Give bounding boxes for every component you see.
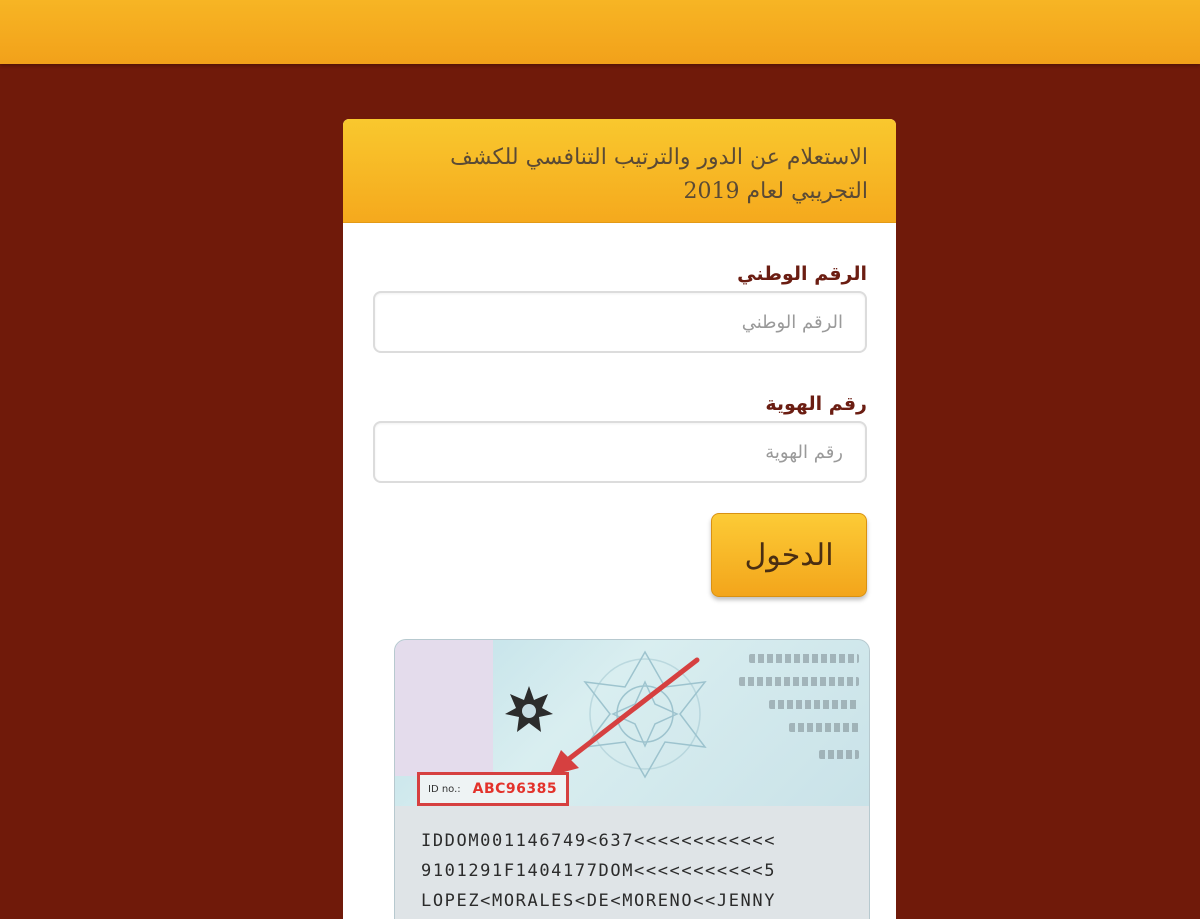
id-card-sample-image — [394, 639, 870, 919]
id-card-line — [789, 723, 859, 732]
national-number-input[interactable] — [373, 291, 867, 353]
id-card-top — [395, 640, 869, 806]
login-form — [343, 257, 896, 597]
id-number-label: رقم الهوية — [765, 393, 867, 415]
id-number-input[interactable] — [373, 421, 867, 483]
national-number-label: الرقم الوطني — [737, 263, 867, 285]
id-card-line — [739, 677, 859, 686]
id-card-line — [819, 750, 859, 759]
login-panel — [343, 119, 896, 919]
id-card-photo-area — [395, 640, 493, 776]
login-button[interactable]: الدخول — [711, 513, 867, 597]
red-arrow-icon — [535, 654, 715, 784]
mrz-line: LOPEZ<MORALES<DE<MORENO<<JENNY — [421, 891, 777, 911]
id-number-highlight — [417, 772, 569, 806]
id-card-mrz — [395, 806, 869, 919]
id-number-value: ABC96385 — [472, 781, 558, 797]
id-card-line — [769, 700, 859, 709]
id-number-prefix: ID no.: — [428, 783, 461, 795]
panel-header — [343, 119, 896, 223]
mrz-line: IDDOM001146749<637<<<<<<<<<<<< — [421, 831, 777, 851]
id-card-line — [749, 654, 859, 663]
top-bar — [0, 0, 1200, 64]
mrz-line: 9101291F1404177DOM<<<<<<<<<<<5 — [421, 861, 777, 881]
panel-title: الاستعلام عن الدور والترتيب التنافسي للكشف التجريبي لعام 2019 — [450, 145, 868, 204]
id-card-text-lines — [729, 654, 859, 773]
